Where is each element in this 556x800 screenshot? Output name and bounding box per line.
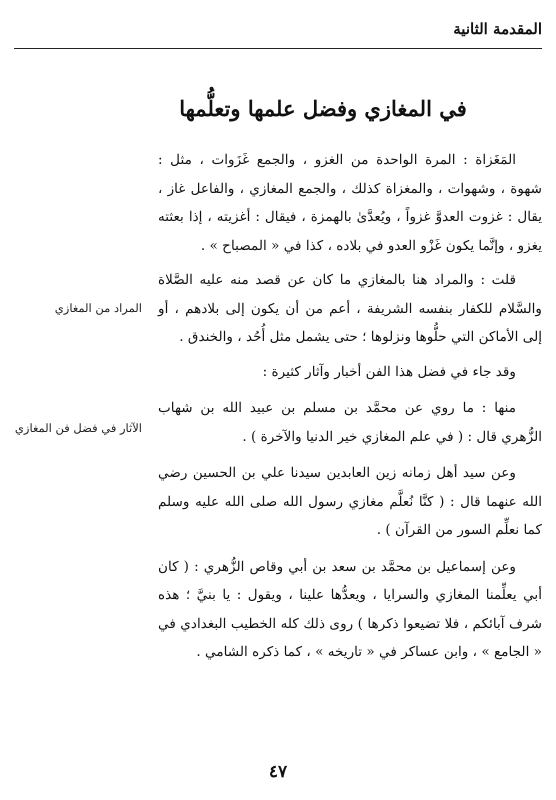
body-text xyxy=(158,146,542,673)
paragraph-definition: المَغَزاة : المرة الواحدة من الغزو ، والجمع غَزَوات ، مثل : شهوة ، وشهوات ، والمغزاة كذلك ، والجمع المغازي ، والفاعل غاز ، يقال : غزوت العدوَّ غزواً ، ويُعدَّىٰ بالهمزة ، فيقال : أغزيته ، إذا بعثته يغزو ، وإنَّما يكون غَزْو العدو في بلاده ، كذا في « المصباح » . xyxy=(158,152,542,254)
paragraph-zuhri: منها : ما روي عن محمَّد بن مسلم بن عبيد الله بن شهاب الزُّهري قال : ( في علم المغازي خير الدنيا والآخرة ) . xyxy=(158,400,542,445)
header-rule xyxy=(14,48,542,49)
paragraph-zain-al-abidin: وعن سيد أهل زمانه زين العابدين سيدنا علي بن الحسين رضي الله عنهما قال : ( كنَّا نُعلَّم مغازي رسول الله صلى الله عليه وسلم كما نعلِّم السور من القرآن ) . xyxy=(158,465,542,538)
margin-note-reports: الآثار في فضل فن المغازي xyxy=(14,421,142,435)
chapter-title: في المغازي وفضل علمها وتعلُّمها xyxy=(179,96,467,121)
running-header: المقدمة الثانية xyxy=(453,20,542,38)
paragraph-intro-reports: وقد جاء في فضل هذا الفن أخبار وآثار كثيرة : xyxy=(262,363,516,380)
margin-note-meaning: المراد من المغازي xyxy=(54,301,142,315)
page-number: ٤٧ xyxy=(268,762,288,782)
paragraph-meaning: قلت : والمراد هنا بالمغازي ما كان عن قصد منه عليه الصَّلاة والسَّلام للكفار بنفسه الشريفة ، أعم من أن يكون إلى بلادهم ، أو إلى الأماكن التي حلُّوها ونزلوها ؛ حتى يشمل مثل أُحُد ، والخندق . xyxy=(158,272,542,345)
paragraph-ismail: وعن إسماعيل بن محمَّد بن سعد بن أبي وقاص الزُّهري : ( كان أبي يعلِّمنا المغازي والسرايا ، ويعدُّها علينا ، ويقول : يا بنيَّ ؛ هذه شرف آبائكم ، فلا تضيعوا ذكرها ) روى ذلك كله الخطيب البغدادي في « الجامع » ، وابن عساكر في « تاريخه » ، كما ذكره الشامي . xyxy=(158,558,542,660)
